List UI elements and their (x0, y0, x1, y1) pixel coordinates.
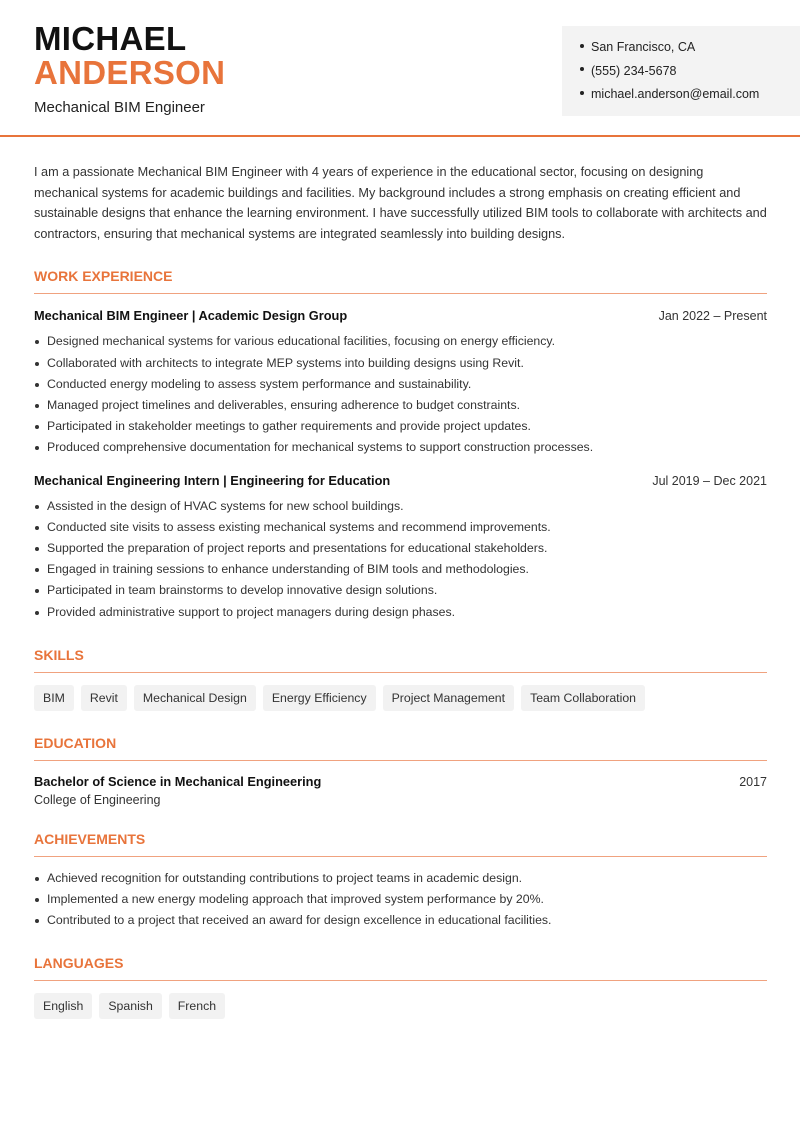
job-bullet: Managed project timelines and deliverables, ensuring adherence to budget constraints. (34, 395, 767, 416)
education-entry (34, 774, 767, 807)
job-entry (34, 308, 767, 458)
skill-chip: Revit (81, 685, 127, 711)
bullet-icon (580, 44, 584, 48)
first-name: MICHAEL (34, 20, 187, 57)
achievements-list (34, 868, 767, 932)
job-bullet: Participated in stakeholder meetings to gather requirements and provide project updates. (34, 416, 767, 437)
contact-phone: (555) 234-5678 (580, 63, 800, 87)
languages-list (34, 993, 767, 1019)
skill-chip: Team Collaboration (521, 685, 645, 711)
skill-chip: Energy Efficiency (263, 685, 376, 711)
language-chip: Spanish (99, 993, 161, 1019)
job-role: Mechanical BIM Engineer | Academic Design Group (34, 308, 348, 324)
section-title-languages: LANGUAGES (34, 955, 767, 981)
degree: Bachelor of Science in Mechanical Engineering (34, 773, 322, 789)
contact-email: michael.anderson@email.com (580, 86, 800, 110)
skill-chip: BIM (34, 685, 74, 711)
skill-chip: Project Management (383, 685, 514, 711)
resume-body (34, 162, 767, 1019)
language-chip: French (169, 993, 225, 1019)
section-title-education: EDUCATION (34, 735, 767, 761)
skills-list (34, 685, 767, 711)
job-role: Mechanical Engineering Intern | Engineering for Education (34, 472, 391, 488)
job-date: Jan 2022 – Present (658, 309, 767, 324)
language-chip: English (34, 993, 92, 1019)
skill-chip: Mechanical Design (134, 685, 256, 711)
bullet-icon (580, 91, 584, 95)
candidate-name (34, 22, 225, 90)
job-title: Mechanical BIM Engineer (34, 99, 205, 116)
achievement-item: Achieved recognition for outstanding contributions to project teams in academic design. (34, 868, 767, 889)
job-bullet: Conducted site visits to assess existing mechanical systems and recommend improvements. (34, 517, 767, 538)
job-bullet: Provided administrative support to project managers during design phases. (34, 602, 767, 623)
job-bullet: Engaged in training sessions to enhance understanding of BIM tools and methodologies. (34, 559, 767, 580)
section-title-achievements: ACHIEVEMENTS (34, 831, 767, 857)
school-name: College of Engineering (34, 792, 161, 807)
job-bullet: Supported the preparation of project reports and presentations for educational stakeholders. (34, 538, 767, 559)
contact-box (562, 26, 800, 116)
job-entry (34, 473, 767, 623)
section-title-skills: SKILLS (34, 647, 767, 673)
achievement-item: Contributed to a project that received an award for design excellence in educational facilities. (34, 910, 767, 931)
resume-header (0, 0, 800, 137)
contact-location: San Francisco, CA (580, 39, 800, 63)
last-name: ANDERSON (34, 54, 226, 91)
job-bullet: Produced comprehensive documentation for mechanical systems to support construction processes. (34, 437, 767, 458)
graduation-year: 2017 (739, 774, 767, 789)
summary-paragraph: I am a passionate Mechanical BIM Engineer with 4 years of experience in the educational sector, focusing on designing mechanical systems for academic buildings and facilities. My background includes a strong emphasis on creating efficient and sustainable designs that enhance the learning environment. I have successfully utilized BIM tools to collaborate with architects and contractors, ensuring that mechanical systems are integrated seamlessly into building designs. (34, 165, 767, 241)
section-title-work: WORK EXPERIENCE (34, 268, 767, 294)
job-bullet: Collaborated with architects to integrate MEP systems into building designs using Revit. (34, 353, 767, 374)
bullet-icon (580, 67, 584, 71)
achievement-item: Implemented a new energy modeling approach that improved system performance by 20%. (34, 889, 767, 910)
job-bullet: Conducted energy modeling to assess system performance and sustainability. (34, 374, 767, 395)
job-bullet: Designed mechanical systems for various educational facilities, focusing on energy efficiency. (34, 331, 767, 352)
job-bullet: Participated in team brainstorms to develop innovative design solutions. (34, 580, 767, 601)
job-date: Jul 2019 – Dec 2021 (652, 473, 767, 488)
job-bullet: Assisted in the design of HVAC systems for new school buildings. (34, 496, 767, 517)
